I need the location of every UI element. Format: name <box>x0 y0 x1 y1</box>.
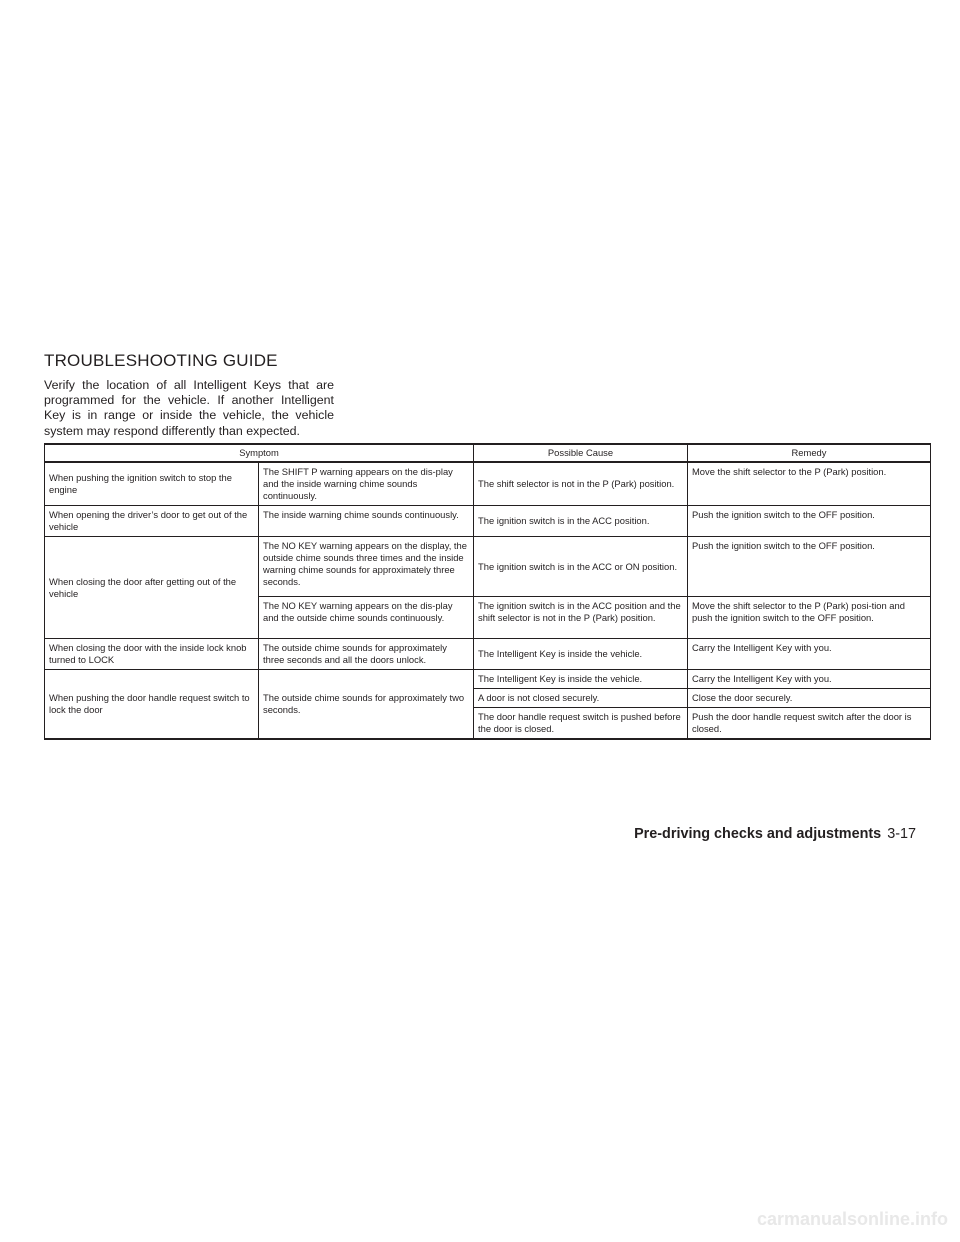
symptom-cell: When closing the door after getting out of the vehicle <box>45 537 259 639</box>
table-row <box>45 506 931 537</box>
symptom-detail-cell: The NO KEY warning appears on the dis-play and the outside chime sounds continuously. <box>259 597 474 639</box>
symptom-cell: When closing the door with the inside lock knob turned to LOCK <box>45 639 259 670</box>
cause-cell: The ignition switch is in the ACC position and the shift selector is not in the P (Park) position. <box>474 597 688 639</box>
symptom-cell: When pushing the ignition switch to stop the engine <box>45 462 259 506</box>
remedy-cell: Move the shift selector to the P (Park) posi-tion and push the ignition switch to the OFF position. <box>688 597 931 639</box>
symptom-cell: When opening the driver’s door to get out of the vehicle <box>45 506 259 537</box>
page-number: 3-17 <box>887 826 916 842</box>
symptom-cell: When pushing the door handle request switch to lock the door <box>45 670 259 740</box>
table-row <box>45 639 931 670</box>
symptom-detail-cell: The NO KEY warning appears on the display, the outside chime sounds three times and the inside warning chime sounds for approximately three seconds. <box>259 537 474 597</box>
table-row <box>45 670 931 689</box>
remedy-cell: Push the ignition switch to the OFF position. <box>688 506 931 537</box>
footer-section-title: Pre-driving checks and adjustments <box>634 826 882 842</box>
table-row <box>45 537 931 597</box>
cause-cell: The shift selector is not in the P (Park) position. <box>474 462 688 506</box>
header-symptom: Symptom <box>45 444 474 462</box>
remedy-cell: Close the door securely. <box>688 689 931 708</box>
remedy-cell: Push the door handle request switch after the door is closed. <box>688 708 931 740</box>
remedy-cell: Carry the Intelligent Key with you. <box>688 670 931 689</box>
symptom-detail-cell: The outside chime sounds for approximately three seconds and all the doors unlock. <box>259 639 474 670</box>
symptom-detail-cell: The inside warning chime sounds continuously. <box>259 506 474 537</box>
cause-cell: The ignition switch is in the ACC or ON position. <box>474 537 688 597</box>
remedy-cell: Carry the Intelligent Key with you. <box>688 639 931 670</box>
table-header-row <box>45 444 931 462</box>
header-remedy: Remedy <box>688 444 931 462</box>
page-footer <box>634 826 916 842</box>
cause-cell: The door handle request switch is pushed before the door is closed. <box>474 708 688 740</box>
cause-cell: A door is not closed securely. <box>474 689 688 708</box>
intro-paragraph: Verify the location of all Intelligent Keys that are programmed for the vehicle. If another Intelligent Key is in range or inside the vehicle, the vehicle system may respond differently than expected. <box>44 378 334 438</box>
remedy-cell: Move the shift selector to the P (Park) position. <box>688 462 931 506</box>
header-possible-cause: Possible Cause <box>474 444 688 462</box>
cause-cell: The ignition switch is in the ACC position. <box>474 506 688 537</box>
watermark: carmanualsonline.info <box>756 1209 948 1229</box>
symptom-detail-cell: The SHIFT P warning appears on the dis-play and the inside warning chime sounds continuously. <box>259 462 474 506</box>
table-row <box>45 462 931 506</box>
section-heading: TROUBLESHOOTING GUIDE <box>44 351 278 370</box>
symptom-detail-cell: The outside chime sounds for approximately two seconds. <box>259 670 474 740</box>
cause-cell: The Intelligent Key is inside the vehicle. <box>474 670 688 689</box>
remedy-cell: Push the ignition switch to the OFF position. <box>688 537 931 597</box>
cause-cell: The Intelligent Key is inside the vehicle. <box>474 639 688 670</box>
troubleshooting-table <box>44 443 931 740</box>
